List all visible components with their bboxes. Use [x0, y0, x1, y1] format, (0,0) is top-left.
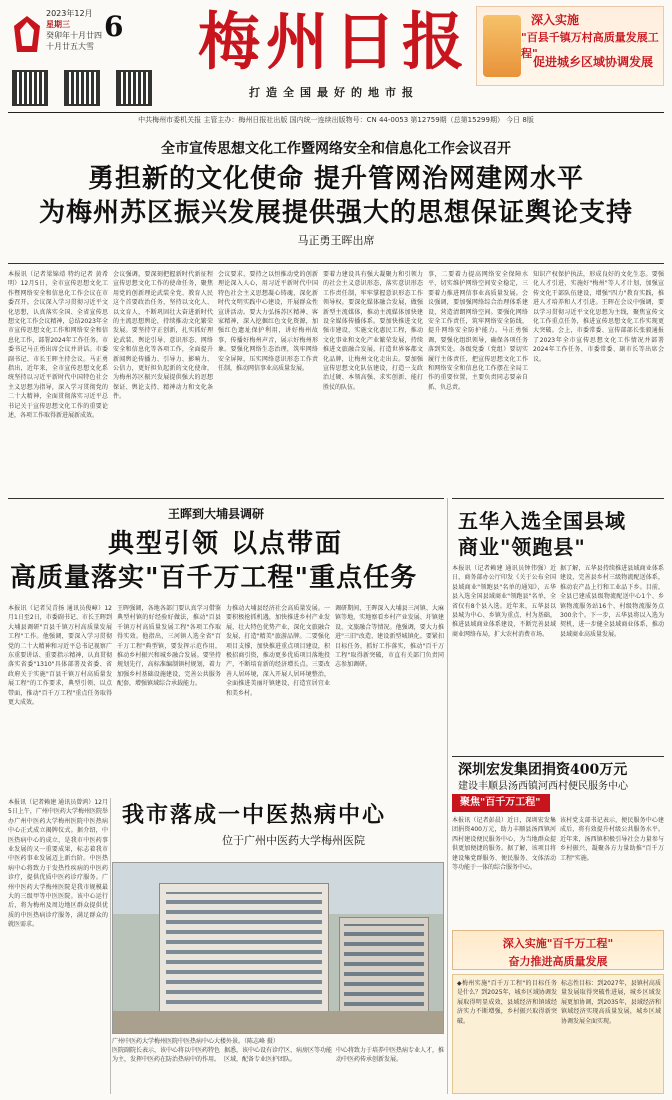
- section-shenzhen-donation[interactable]: [452, 756, 664, 792]
- campaign-banner[interactable]: [452, 930, 664, 970]
- section-dabu-article[interactable]: [8, 498, 444, 600]
- solar-term: 十月廿五大雪: [46, 42, 94, 51]
- article-column: 本报讯（记者吴青扬 通讯员俊嶂）12月1日至2日，市委副书记、市长王晖到大埔县调研"百县千镇万村高质量发展工程"工作。他强调，要深入学习贯彻党的二十大精神和习近平总书记视察广东重要讲话、重要指示精神，认真贯彻落实省委"1310"具体部署及省委、省政府关于实施"百县千镇万村高质量发展工程"的工作要求，典型引领、以点带面，推动"百千万工程"重点任务取得更大成效。: [8, 605, 112, 707]
- flag-icon: [483, 15, 521, 77]
- article-column: 会议要求，要持之以恒推动党的创新理论深入人心，用习近平新时代中国特色社会主义思想凝心铸魂，深化新时代文明实践中心建设，开展群众性宣讲活动。要大力弘扬苏区精神、客家精神，深入挖掘红色文化资源，加强红色遗址保护利用，讲好梅州故事，传播好梅州声音，展示好梅州形象。要强化网络生态治理，筑牢网络安全屏障，压实网络意识形态工作责任制，推动网信事业高质量发展。: [218, 271, 318, 373]
- promo-line3: 促进城乡区域协调发展: [533, 55, 654, 69]
- top-story[interactable]: [8, 130, 664, 264]
- column-divider: [447, 498, 448, 1094]
- article-column: 要着力建设具有强大凝聚力和引领力的社会主义意识形态，落实意识形态工作责任制，牢牢掌握意识形态工作领导权。要深化媒体融合发展，做强新型主流媒体，推动主流媒体加快建设全媒体传播体系。要加快推进文化强市建设，实施文化惠民工程，推动文化事业和文化产业繁荣发展，持续推进文旅融合发展，打造世界客都文化品牌，让梅州文化走出去。要加强宣传思想文化队伍建设，打造一支政治过硬、本领高强、求实创新、能打胜仗的队伍。: [323, 271, 423, 391]
- date-box: [8, 6, 128, 68]
- right3-subhead: 建设丰顺县汤西镇河西村便民服务中心: [458, 781, 628, 792]
- right3-headline[interactable]: 深圳宏发集团捐资400万元: [458, 762, 628, 778]
- promo-box[interactable]: [476, 6, 664, 86]
- lunar-date: 癸卯年十月廿四: [46, 31, 102, 40]
- article-column: 本报讯（记者彭晨）近日，深圳宏发集团捐资400万元，助力丰顺县汤西镇河西村建设便民服务中心，为当地群众提供更加便捷的服务。据了解，该项目将建设集党群服务、便民服务、文体活动等功能于一体的综合服务中心。: [452, 817, 556, 872]
- title-block: [184, 6, 484, 110]
- qa-box: [452, 974, 664, 1094]
- article-column: 中心将致力于培养中医热病专业人才，推动中医药传承创新发展。: [336, 1047, 444, 1064]
- qa-column: 标志性目标：到2027年，县镇村高质量发展取得突破性进展，城乡区域发展更加协调，到2035年，县域经济和镇域经济实现高质量发展，城乡区域协调发展全面实现。: [561, 980, 661, 1025]
- top-story-headline-2[interactable]: 为梅州苏区振兴发展提供强大的思想保证舆论支持: [38, 198, 633, 228]
- article-column: 该村党支部书记表示，便民服务中心建成后，将有效提升村级公共服务水平。近年来，汤西镇积极引导社会力量参与乡村振兴，凝聚各方力量助推"百千万工程"实施。: [560, 817, 664, 862]
- section-tcm-center[interactable]: [112, 798, 444, 862]
- article-column: 本报讯（记者梁锦靖 特约记者 黄希明）12月5日，全市宣传思想文化工作暨网络安全和信息化工作会议在市委召开。会议深入学习贯彻习近平文化思想，认真落实全国、全省宣传思想文化工作会议精神，总结2023年全市宣传思想文化工作和网络安全和信息化工作，部署2024年工作任务。市委书记马正勇出席会议并讲话。市委副书记、市长王晖主持会议。马正勇指出，近年来，全市宣传思想文化系统坚持以习近平新时代中国特色社会主义思想为指导，深入学习贯彻党的二十大精神，全面贯彻落实习近平总书记关于宣传思想文化工作的重要论述，各项工作取得新进展新成效。: [8, 271, 108, 420]
- section3-headline[interactable]: 我市落成一中医热病中心: [122, 802, 387, 828]
- promo-line2: "百县千镇万村高质量发展工程": [521, 31, 659, 60]
- photo-caption: 广州中医药大学梅州医院中医热病中心大楼外景。（陈志峰 摄）: [112, 1038, 279, 1045]
- building-illustration: [339, 917, 429, 1013]
- slogan: 打造全国最好的地市报: [249, 86, 419, 99]
- qa-column: ◆梅州实施"百千万工程"的目标任务是什么？到2025年，城乡区域协调发展取得明显成效，县域经济和镇域经济实力不断增强，乡村振兴取得新突破。: [457, 980, 557, 1025]
- article-column: 王晖强调，各地各部门要认真学习借鉴典型村镇的好经验好做法，推动"百县千镇万村高质量发展工程"各项工作取得实效。他指出，三河镇人选全省"百千万工程"典型镇，要发挥示范作用，推动乡村振兴和城乡融合发展。要坚持规划先行，高标准编制镇村规划，着力加强乡村基础设施建设，完善公共服务配套，增强镇域综合承载能力。: [117, 605, 221, 688]
- right2-headline-1[interactable]: 五华入选全国县域: [458, 509, 626, 533]
- date-lines: [46, 8, 102, 52]
- right2-headline-2[interactable]: 商业"领跑县": [458, 535, 586, 559]
- promo-line1: 深入实施: [531, 13, 580, 27]
- banner-line1: 深入实施"百千万工程": [502, 937, 614, 950]
- article-column: 医院副院长表示，该中心将以中医药特色为主，发挥中医药在防治热病中的作用。: [112, 1047, 220, 1064]
- article-column: 知识产权保护执法，形成良好的文化生态。要强化人才引进，实施好"梅州"等人才计划，加强宣传文化干部队伍建设，增强"四力"教育实践，推进人才培养和人才引进。王晖在会议中强调，要以学习贯彻习近平文化思想为主线，聚焦宣传文化工作重点任务，推进宣传思想文化工作实现更大突破。会上，市委常委、宣传部部长张毅通报了2023年全市宣传思想文化工作情况并部署2024年工作任务，市委常委、副市长等出席会议。: [533, 271, 664, 363]
- hospital-photo[interactable]: [112, 862, 444, 1034]
- date-year-month: 2023年12月: [46, 9, 93, 18]
- article-column: 据悉，该中心设有诊疗区、病房区等功能区域，配备专业医护团队。: [224, 1047, 332, 1064]
- article-column: 会议强调，要深刻把握新时代新征程宣传思想文化工作的使命任务，聚焦用党的创新理论武装全党、教育人民这个首要政治任务，坚持以文化人、以文育人，不断巩固壮大奋进新时代的主流思想舆论，持续推动文化繁荣发展。要坚持守正创新，扎实抓好理论武装、舆论引导、意识形态、网络安全和信息化等各项工作，全面提升新闻舆论传播力、引导力、影响力、公信力，更好担负起新的文化使命，为梅州苏区振兴发展提供强大的思想保证、舆论支持、精神动力和文化条件。: [113, 271, 213, 401]
- article-column: 本报讯（记者赖建 通讯员曾鸿）12月5日上午，广州中医药大学梅州医院举办广州中医药大学梅州医院中医热病中心正式成立揭牌仪式。据介绍，中医热病中心的成立，是我市中医药事业发展的又一重要成果，标志着我市中医药事业发展迈上新台阶。中医热病中心将致力于发热性疾病的中医药诊疗，提供优质中医药诊疗服务。广州中医药大学梅州医院是我市规模最大的三级甲等中医医院。该中心运行后，将为梅州及周边地区群众提供优质的中医热病诊疗服务，满足群众的就医需求。: [8, 799, 108, 929]
- banner-line2: 奋力推进高质量发展: [508, 955, 608, 968]
- section2-headline-2[interactable]: 高质量落实"百千万工程"重点任务: [10, 563, 418, 593]
- column-divider: [110, 798, 111, 1094]
- ground-illustration: [113, 1011, 443, 1033]
- article-column: 事，二要着力提高网络安全保障水平，切实维护网络空间安全稳定，三要着力推进网信事业高质量发展。会议强调，要加强网络综合治理体系建设，营造清朗网络空间。要强化网络安全工作责任，筑牢网络安全防线，提升网络安全防护能力。马正勇强调，要强化组织领导，确保各项任务落到实处。各级党委（党组）要切实履行主体责任，把宣传思想文化工作和网络安全和信息化工作摆在全局工作的重要位置，主要负责同志要亲自抓、负总责。: [428, 271, 528, 391]
- qr-codes: [8, 70, 158, 110]
- section-wuhua-article[interactable]: [452, 498, 664, 558]
- article-column: 调研期间，王晖深入大埔县三河镇、大麻镇等地，实地察看乡村产业发展、圩镇建设、文旅融合等情况。他强调，要大力推进"三旧"改造、建设新型城镇化。要紧扣目标任务，抓好工作落实，推动"百千万工程"取得新突破，市直有关部门负责同志参加调研。: [335, 605, 444, 669]
- top-story-byline: 马正勇王晖出席: [297, 234, 375, 247]
- paper-title: 梅州日报: [197, 5, 470, 78]
- publication-info: 中共梅州市委机关报 主管主办：梅州日报社出版 国内统一连续出版物号：CN 44-0053 第12759期（总第15299期） 今日 8版: [8, 112, 664, 124]
- qr-code-icon[interactable]: [12, 70, 48, 106]
- qr-code-icon[interactable]: [116, 70, 152, 106]
- weekday: 星期三: [46, 20, 70, 29]
- article-column: 据了解，五华县持续推进县域商业体系建设，完善县乡村三级物流配送体系，推动农产品上行和工业品下乡。目前，全县已建成县级物流配送中心1个、乡镇物流服务站16个、村级物流服务点300余个。下一步，五华县将以入选为契机，进一步健全县域商业体系，推动县域商业高质量发展。: [560, 565, 664, 638]
- day-number: 6: [104, 10, 124, 43]
- article-column: 本报讯（记者赖建 通讯员钟伟强）近日，商务部办公厅印发《关于公布全国县域商业"领跑县"名单的通知》，五华县入选全国县域商业"领跑县"名单，全省仅有8个县入选。近年来，五华县以县城为中心、乡镇为重点、村为基础，推进县域商业体系建设，不断完善县域商业网络布局，扩大农村消费市场。: [452, 565, 556, 638]
- top-story-headline-1[interactable]: 勇担新的文化使命 提升管网治网建网水平: [87, 164, 585, 194]
- article-column: 力推动大埔县经济社会高质量发展。一要积极抢抓机遇，加快推进乡村产业发展，壮大特色优势产业，深化文旅融合发展，打造"精美"旅游品牌。二要强化项目支撑，加快推进重点项目建设，积极招商引资，推动更多优质项目落地投产，不断培育新的经济增长点。三要改善人居环境，深入开展人居环境整治，全面推进美丽圩镇建设，打造宜居宜业和美乡村。: [226, 605, 330, 697]
- section2-headline-1[interactable]: 典型引领 以点带面: [108, 529, 344, 559]
- feature-tag: 聚焦"百千万工程": [452, 794, 550, 812]
- building-illustration: [159, 883, 329, 1013]
- section2-kicker: 王晖到大埔县调研: [168, 507, 265, 521]
- newspaper-emblem-icon: [10, 14, 44, 56]
- qr-code-icon[interactable]: [64, 70, 100, 106]
- top-story-kicker: 全市宣传思想文化工作暨网络安全和信息化工作会议召开: [161, 141, 511, 157]
- masthead: [8, 6, 664, 124]
- section3-subhead: 位于广州中医药大学梅州医院: [222, 834, 365, 847]
- left-column-block: [8, 798, 108, 1090]
